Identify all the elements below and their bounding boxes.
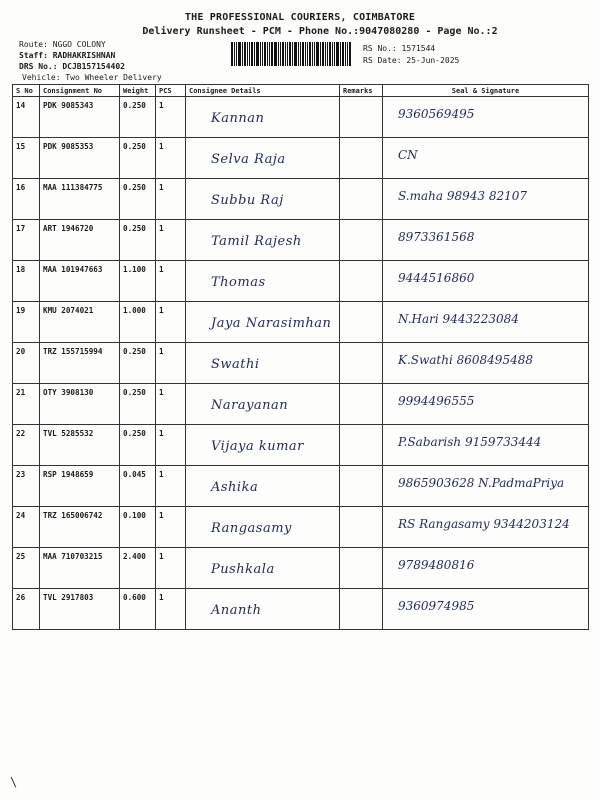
col-signature: Seal & Signature — [383, 85, 589, 97]
barcode-bar — [236, 42, 237, 66]
barcode-bar — [238, 42, 241, 66]
barcode-bar — [256, 42, 259, 66]
row-sno: 22 — [13, 425, 40, 466]
row-consignment-no: TRZ 155715994 — [40, 343, 120, 384]
consignee-handwriting: Selva Raja — [211, 152, 286, 167]
row-consignment-no: PDK 9085343 — [40, 97, 120, 138]
barcode-bar — [312, 42, 313, 66]
barcode-bar — [251, 42, 253, 66]
row-weight: 0.100 — [120, 507, 156, 548]
row-signature — [383, 466, 589, 507]
signature-handwriting: 9360974985 — [398, 599, 475, 613]
barcode-bar — [292, 42, 293, 66]
col-pcs: PCS — [156, 85, 186, 97]
consignee-handwriting: Tamil Rajesh — [211, 234, 302, 249]
signature-handwriting: N.Hari 9443223084 — [398, 312, 519, 326]
row-remarks — [340, 138, 383, 179]
row-remarks — [340, 507, 383, 548]
row-weight: 0.250 — [120, 343, 156, 384]
barcode-bar — [282, 42, 284, 66]
row-weight: 1.100 — [120, 261, 156, 302]
col-consignment: Consignment No — [40, 85, 120, 97]
row-consignee — [186, 179, 340, 220]
row-sno: 14 — [13, 97, 40, 138]
row-pcs: 1 — [156, 507, 186, 548]
row-signature — [383, 384, 589, 425]
signature-handwriting: P.Sabarish 9159733444 — [398, 435, 542, 449]
row-pcs: 1 — [156, 425, 186, 466]
barcode-bar — [300, 42, 301, 66]
barcode-bar — [345, 42, 346, 66]
barcode-bar — [278, 42, 279, 66]
row-sno: 23 — [13, 466, 40, 507]
barcode-bar — [334, 42, 335, 66]
table-row — [13, 302, 589, 343]
barcode-bar — [247, 42, 248, 66]
row-pcs: 1 — [156, 466, 186, 507]
row-sno: 26 — [13, 589, 40, 630]
col-sno: S No — [13, 85, 40, 97]
pen-mark: \ — [10, 775, 18, 789]
row-pcs: 1 — [156, 179, 186, 220]
row-remarks — [340, 384, 383, 425]
row-remarks — [340, 302, 383, 343]
row-remarks — [340, 466, 383, 507]
delivery-table — [12, 84, 589, 630]
barcode-bar — [244, 42, 246, 66]
row-consignee — [186, 220, 340, 261]
barcode-bar — [264, 42, 266, 66]
table-row — [13, 179, 589, 220]
row-signature — [383, 138, 589, 179]
staff-label: Staff: RADHAKRISHNAN — [19, 51, 116, 60]
signature-handwriting: 9865903628 N.PadmaPriya — [398, 476, 565, 490]
row-weight: 1.000 — [120, 302, 156, 343]
row-signature — [383, 220, 589, 261]
table-row — [13, 548, 589, 589]
consignee-handwriting: Ananth — [211, 603, 262, 618]
barcode-bar — [309, 42, 311, 66]
row-signature — [383, 507, 589, 548]
barcode-bar — [329, 42, 331, 66]
row-consignment-no: TRZ 165006742 — [40, 507, 120, 548]
barcode-bar — [340, 42, 341, 66]
row-consignment-no: KMU 2074021 — [40, 302, 120, 343]
row-signature — [383, 261, 589, 302]
table-row — [13, 425, 589, 466]
signature-handwriting: 9994496555 — [398, 394, 475, 408]
barcode-bar — [234, 42, 235, 66]
company-title: THE PROFESSIONAL COURIERS, COIMBATORE — [184, 12, 416, 23]
barcode-bar — [262, 42, 263, 66]
row-weight: 0.045 — [120, 466, 156, 507]
barcode-bar — [260, 42, 261, 66]
consignee-handwriting: Subbu Raj — [211, 193, 284, 208]
row-sno: 17 — [13, 220, 40, 261]
row-consignee — [186, 97, 340, 138]
runsheet-subtitle: Delivery Runsheet - PCM - Phone No.:9047080280 - Page No.:2 — [142, 26, 498, 37]
row-consignee — [186, 302, 340, 343]
table-row — [13, 261, 589, 302]
barcode-bar — [325, 42, 326, 66]
barcode-bar — [342, 42, 344, 66]
row-remarks — [340, 261, 383, 302]
col-remarks: Remarks — [340, 85, 383, 97]
row-pcs: 1 — [156, 548, 186, 589]
signature-handwriting: K.Swathi 8608495488 — [398, 353, 533, 367]
barcode-bar — [294, 42, 297, 66]
barcode-bar — [242, 42, 243, 66]
consignee-handwriting: Rangasamy — [211, 521, 292, 536]
consignee-handwriting: Thomas — [211, 275, 266, 290]
rs-date: RS Date: 25-Jun-2025 — [363, 56, 460, 65]
barcode-bar — [285, 42, 286, 66]
row-pcs: 1 — [156, 261, 186, 302]
barcode-bar — [274, 42, 277, 66]
row-sno: 25 — [13, 548, 40, 589]
row-consignment-no: TVL 2917803 — [40, 589, 120, 630]
col-consignee: Consignee Details — [186, 85, 340, 97]
row-weight: 0.250 — [120, 220, 156, 261]
consignee-handwriting: Narayanan — [211, 398, 289, 413]
signature-handwriting: 9789480816 — [398, 558, 475, 572]
row-weight: 0.250 — [120, 425, 156, 466]
row-signature — [383, 589, 589, 630]
signature-handwriting: 9444516860 — [398, 271, 475, 285]
row-consignee — [186, 425, 340, 466]
row-weight: 0.250 — [120, 384, 156, 425]
row-consignee — [186, 343, 340, 384]
row-pcs: 1 — [156, 138, 186, 179]
barcode-bar — [271, 42, 273, 66]
row-sno: 24 — [13, 507, 40, 548]
row-signature — [383, 97, 589, 138]
row-remarks — [340, 548, 383, 589]
barcode-bar — [280, 42, 281, 66]
barcode-bar — [269, 42, 270, 66]
row-consignment-no: MAA 101947663 — [40, 261, 120, 302]
consignee-handwriting: Ashika — [211, 480, 259, 495]
row-sno: 15 — [13, 138, 40, 179]
row-pcs: 1 — [156, 384, 186, 425]
barcode-bar — [332, 42, 333, 66]
row-consignment-no: RSP 1948659 — [40, 466, 120, 507]
row-remarks — [340, 179, 383, 220]
row-consignment-no: PDK 9085353 — [40, 138, 120, 179]
row-signature — [383, 548, 589, 589]
signature-handwriting: S.maha 98943 82107 — [398, 189, 527, 203]
row-weight: 2.400 — [120, 548, 156, 589]
signature-handwriting: 8973361568 — [398, 230, 475, 244]
table-row — [13, 466, 589, 507]
barcode-bar — [349, 42, 351, 66]
row-consignment-no: OTY 3908130 — [40, 384, 120, 425]
table-row — [13, 138, 589, 179]
barcode-bar — [316, 42, 319, 66]
barcode-bar — [302, 42, 304, 66]
table-row — [13, 507, 589, 548]
row-weight: 0.600 — [120, 589, 156, 630]
row-consignment-no: TVL 5285532 — [40, 425, 120, 466]
signature-handwriting: 9360569495 — [398, 107, 475, 121]
barcode — [231, 42, 357, 66]
barcode-bar — [305, 42, 306, 66]
barcode-bar — [320, 42, 321, 66]
row-pcs: 1 — [156, 97, 186, 138]
row-signature — [383, 425, 589, 466]
row-sno: 19 — [13, 302, 40, 343]
row-remarks — [340, 220, 383, 261]
signature-handwriting: CN — [398, 148, 418, 162]
row-pcs: 1 — [156, 343, 186, 384]
row-consignee — [186, 589, 340, 630]
barcode-bar — [347, 42, 348, 66]
row-remarks — [340, 589, 383, 630]
consignee-handwriting: Pushkala — [211, 562, 275, 577]
barcode-bar — [327, 42, 328, 66]
barcode-bar — [267, 42, 268, 66]
consignee-handwriting: Jaya Narasimhan — [211, 316, 332, 331]
consignee-handwriting: Swathi — [211, 357, 260, 372]
table-row — [13, 220, 589, 261]
row-remarks — [340, 97, 383, 138]
barcode-bar — [322, 42, 324, 66]
row-sno: 20 — [13, 343, 40, 384]
barcode-bar — [287, 42, 288, 66]
row-consignment-no: MAA 710703215 — [40, 548, 120, 589]
vehicle-label: Vehicle: Two Wheeler Delivery — [22, 73, 162, 82]
row-remarks — [340, 425, 383, 466]
table-header-row — [13, 85, 589, 97]
row-pcs: 1 — [156, 589, 186, 630]
row-weight: 0.250 — [120, 179, 156, 220]
row-signature — [383, 343, 589, 384]
signature-handwriting: RS Rangasamy 9344203124 — [398, 517, 570, 531]
row-pcs: 1 — [156, 220, 186, 261]
barcode-bar — [307, 42, 308, 66]
row-consignee — [186, 507, 340, 548]
row-remarks — [340, 343, 383, 384]
row-pcs: 1 — [156, 302, 186, 343]
table-row — [13, 384, 589, 425]
row-sno: 16 — [13, 179, 40, 220]
row-sno: 21 — [13, 384, 40, 425]
row-weight: 0.250 — [120, 138, 156, 179]
table-row — [13, 589, 589, 630]
row-signature — [383, 179, 589, 220]
barcode-bar — [298, 42, 299, 66]
drs-label: DRS No.: DCJB157154402 — [19, 62, 125, 71]
row-weight: 0.250 — [120, 97, 156, 138]
route-label: Route: NGGO COLONY — [19, 40, 106, 49]
row-consignee — [186, 261, 340, 302]
row-sno: 18 — [13, 261, 40, 302]
row-consignee — [186, 466, 340, 507]
barcode-bar — [289, 42, 291, 66]
barcode-bar — [249, 42, 250, 66]
row-consignment-no: ART 1946720 — [40, 220, 120, 261]
consignee-handwriting: Vijaya kumar — [211, 439, 304, 454]
table-row — [13, 343, 589, 384]
row-consignee — [186, 138, 340, 179]
row-signature — [383, 302, 589, 343]
rs-number: RS No.: 1571544 — [363, 44, 436, 53]
row-consignment-no: MAA 111384775 — [40, 179, 120, 220]
barcode-bar — [231, 42, 233, 66]
row-consignee — [186, 548, 340, 589]
row-consignee — [186, 384, 340, 425]
barcode-bar — [254, 42, 255, 66]
consignee-handwriting: Kannan — [211, 111, 265, 126]
barcode-bar — [336, 42, 339, 66]
table-row — [13, 97, 589, 138]
barcode-bar — [314, 42, 315, 66]
col-weight: Weight — [120, 85, 156, 97]
